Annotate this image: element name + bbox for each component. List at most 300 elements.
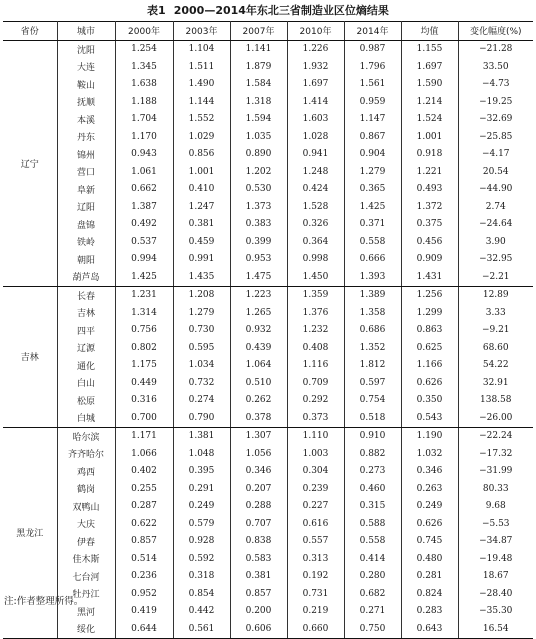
value-2010: 1.697	[287, 76, 344, 94]
table-row	[3, 216, 533, 234]
change-rate: −44.90	[458, 181, 533, 199]
city-name: 鞍山	[57, 76, 115, 94]
change-rate: −4.17	[458, 146, 533, 164]
mean-value: 0.263	[401, 480, 458, 498]
value-2014: 0.271	[344, 603, 401, 621]
value-2000: 0.537	[115, 233, 173, 251]
value-2007: 1.064	[230, 357, 287, 375]
value-2000: 1.345	[115, 58, 173, 76]
table-row	[3, 445, 533, 463]
change-rate: 12.89	[458, 286, 533, 304]
value-2014: 1.393	[344, 268, 401, 286]
city-name: 白城	[57, 409, 115, 427]
value-2007: 0.439	[230, 339, 287, 357]
province-cell: 辽宁	[3, 40, 57, 286]
header-city: 城市	[57, 22, 115, 41]
change-rate: −25.85	[458, 128, 533, 146]
value-2000: 1.387	[115, 198, 173, 216]
table-row	[3, 463, 533, 481]
table-title: 2000—2014年东北三省制造业区位熵结果	[173, 4, 389, 17]
value-2014: 0.904	[344, 146, 401, 164]
city-name: 七台河	[57, 568, 115, 586]
table-body	[3, 40, 533, 638]
value-2007: 1.202	[230, 163, 287, 181]
value-2003: 1.104	[173, 40, 230, 58]
change-rate: −4.73	[458, 76, 533, 94]
value-2007: 1.223	[230, 286, 287, 304]
value-2003: 0.274	[173, 392, 230, 410]
value-2000: 1.425	[115, 268, 173, 286]
change-rate: −31.99	[458, 463, 533, 481]
value-2007: 0.857	[230, 585, 287, 603]
value-2010: 0.731	[287, 585, 344, 603]
city-name: 抚顺	[57, 93, 115, 111]
change-rate: −34.87	[458, 533, 533, 551]
value-2010: 0.373	[287, 409, 344, 427]
value-2014: 1.352	[344, 339, 401, 357]
table-row	[3, 198, 533, 216]
value-2014: 0.750	[344, 620, 401, 638]
table-row	[3, 339, 533, 357]
value-2014: 0.460	[344, 480, 401, 498]
value-2007: 0.838	[230, 533, 287, 551]
mean-value: 1.256	[401, 286, 458, 304]
city-name: 松原	[57, 392, 115, 410]
value-2014: 0.987	[344, 40, 401, 58]
value-2003: 1.279	[173, 304, 230, 322]
value-2007: 0.207	[230, 480, 287, 498]
header-year-2010: 2010年	[287, 22, 344, 41]
value-2014: 0.666	[344, 251, 401, 269]
city-name: 葫芦岛	[57, 268, 115, 286]
mean-value: 1.190	[401, 427, 458, 445]
table-row	[3, 146, 533, 164]
change-rate: −5.53	[458, 515, 533, 533]
header-row	[3, 22, 533, 41]
mean-value: 1.155	[401, 40, 458, 58]
table-row	[3, 268, 533, 286]
mean-value: 1.524	[401, 111, 458, 129]
value-2014: 1.561	[344, 76, 401, 94]
mean-value: 1.214	[401, 93, 458, 111]
value-2014: 0.682	[344, 585, 401, 603]
header-year-2014: 2014年	[344, 22, 401, 41]
change-rate: 3.33	[458, 304, 533, 322]
table-row	[3, 286, 533, 304]
change-rate: 20.54	[458, 163, 533, 181]
mean-value: 0.824	[401, 585, 458, 603]
change-rate: −35.30	[458, 603, 533, 621]
change-rate: 32.91	[458, 374, 533, 392]
city-name: 齐齐哈尔	[57, 445, 115, 463]
value-2010: 1.528	[287, 198, 344, 216]
value-2003: 1.034	[173, 357, 230, 375]
value-2010: 1.116	[287, 357, 344, 375]
city-name: 长春	[57, 286, 115, 304]
value-2010: 1.376	[287, 304, 344, 322]
value-2007: 1.056	[230, 445, 287, 463]
change-rate: 9.68	[458, 498, 533, 516]
value-2014: 0.558	[344, 233, 401, 251]
value-2003: 1.435	[173, 268, 230, 286]
city-name: 沈阳	[57, 40, 115, 58]
value-2014: 0.558	[344, 533, 401, 551]
value-2000: 1.188	[115, 93, 173, 111]
mean-value: 0.456	[401, 233, 458, 251]
mean-value: 1.697	[401, 58, 458, 76]
city-name: 四平	[57, 322, 115, 340]
value-2010: 1.226	[287, 40, 344, 58]
city-name: 营口	[57, 163, 115, 181]
mean-value: 1.221	[401, 163, 458, 181]
value-2003: 1.247	[173, 198, 230, 216]
table-row	[3, 76, 533, 94]
city-name: 铁岭	[57, 233, 115, 251]
value-2000: 0.662	[115, 181, 173, 199]
value-2010: 1.028	[287, 128, 344, 146]
mean-value: 0.543	[401, 409, 458, 427]
mean-value: 0.863	[401, 322, 458, 340]
city-name: 双鸭山	[57, 498, 115, 516]
location-quotient-table	[3, 21, 533, 639]
value-2014: 0.910	[344, 427, 401, 445]
mean-value: 0.350	[401, 392, 458, 410]
change-rate: −17.32	[458, 445, 533, 463]
value-2010: 0.424	[287, 181, 344, 199]
mean-value: 0.493	[401, 181, 458, 199]
city-name: 大庆	[57, 515, 115, 533]
mean-value: 0.346	[401, 463, 458, 481]
value-2010: 0.304	[287, 463, 344, 481]
province-cell: 吉林	[3, 286, 57, 427]
city-name: 牡丹江	[57, 585, 115, 603]
city-name: 辽阳	[57, 198, 115, 216]
mean-value: 0.283	[401, 603, 458, 621]
mean-value: 1.590	[401, 76, 458, 94]
change-rate: −32.69	[458, 111, 533, 129]
header-province: 省份	[3, 22, 57, 41]
value-2003: 1.144	[173, 93, 230, 111]
change-rate: −19.48	[458, 550, 533, 568]
value-2007: 0.707	[230, 515, 287, 533]
value-2007: 0.583	[230, 550, 287, 568]
value-2010: 1.359	[287, 286, 344, 304]
value-2003: 0.291	[173, 480, 230, 498]
table-row	[3, 357, 533, 375]
value-2010: 0.408	[287, 339, 344, 357]
value-2000: 0.255	[115, 480, 173, 498]
value-2014: 0.959	[344, 93, 401, 111]
value-2010: 1.932	[287, 58, 344, 76]
value-2014: 0.588	[344, 515, 401, 533]
table-row	[3, 568, 533, 586]
value-2014: 0.315	[344, 498, 401, 516]
mean-value: 0.745	[401, 533, 458, 551]
value-2014: 0.371	[344, 216, 401, 234]
value-2007: 1.265	[230, 304, 287, 322]
value-2007: 0.890	[230, 146, 287, 164]
value-2003: 0.730	[173, 322, 230, 340]
mean-value: 1.299	[401, 304, 458, 322]
value-2010: 1.003	[287, 445, 344, 463]
mean-value: 1.166	[401, 357, 458, 375]
change-rate: 54.22	[458, 357, 533, 375]
value-2000: 0.644	[115, 620, 173, 638]
value-2003: 1.552	[173, 111, 230, 129]
value-2000: 0.449	[115, 374, 173, 392]
city-name: 佳木斯	[57, 550, 115, 568]
value-2010: 1.232	[287, 322, 344, 340]
value-2014: 0.597	[344, 374, 401, 392]
value-2003: 0.856	[173, 146, 230, 164]
value-2014: 1.358	[344, 304, 401, 322]
value-2014: 0.867	[344, 128, 401, 146]
table-row	[3, 550, 533, 568]
value-2003: 0.579	[173, 515, 230, 533]
change-rate: 16.54	[458, 620, 533, 638]
table-row	[3, 111, 533, 129]
table-row	[3, 93, 533, 111]
value-2010: 0.326	[287, 216, 344, 234]
value-2000: 1.254	[115, 40, 173, 58]
value-2010: 1.110	[287, 427, 344, 445]
table-row	[3, 128, 533, 146]
mean-value: 0.909	[401, 251, 458, 269]
header-year-2007: 2007年	[230, 22, 287, 41]
header-year-2003: 2003年	[173, 22, 230, 41]
change-rate: −22.24	[458, 427, 533, 445]
value-2014: 1.796	[344, 58, 401, 76]
value-2010: 0.557	[287, 533, 344, 551]
value-2007: 1.141	[230, 40, 287, 58]
change-rate: 3.90	[458, 233, 533, 251]
table-row	[3, 58, 533, 76]
table-row	[3, 620, 533, 638]
value-2000: 0.756	[115, 322, 173, 340]
header-year-2000: 2000年	[115, 22, 173, 41]
value-2014: 1.812	[344, 357, 401, 375]
value-2003: 0.395	[173, 463, 230, 481]
header-mean: 均值	[401, 22, 458, 41]
city-name: 阜新	[57, 181, 115, 199]
value-2000: 0.857	[115, 533, 173, 551]
table-row	[3, 40, 533, 58]
value-2007: 1.373	[230, 198, 287, 216]
value-2010: 0.709	[287, 374, 344, 392]
city-name: 绥化	[57, 620, 115, 638]
table-row	[3, 251, 533, 269]
value-2007: 0.288	[230, 498, 287, 516]
table-row	[3, 181, 533, 199]
value-2010: 0.998	[287, 251, 344, 269]
value-2007: 1.475	[230, 268, 287, 286]
value-2007: 0.606	[230, 620, 287, 638]
change-rate: 80.33	[458, 480, 533, 498]
value-2003: 1.381	[173, 427, 230, 445]
change-rate: −21.28	[458, 40, 533, 58]
value-2007: 0.378	[230, 409, 287, 427]
value-2000: 0.952	[115, 585, 173, 603]
value-2014: 0.882	[344, 445, 401, 463]
value-2003: 1.511	[173, 58, 230, 76]
change-rate: −28.40	[458, 585, 533, 603]
value-2000: 0.236	[115, 568, 173, 586]
value-2010: 0.239	[287, 480, 344, 498]
table-row	[3, 304, 533, 322]
change-rate: −9.21	[458, 322, 533, 340]
city-name: 鹤岗	[57, 480, 115, 498]
value-2007: 0.953	[230, 251, 287, 269]
city-name: 鸡西	[57, 463, 115, 481]
value-2010: 0.219	[287, 603, 344, 621]
mean-value: 0.918	[401, 146, 458, 164]
value-2000: 0.622	[115, 515, 173, 533]
value-2010: 0.660	[287, 620, 344, 638]
change-rate: −32.95	[458, 251, 533, 269]
value-2010: 1.248	[287, 163, 344, 181]
value-2007: 0.932	[230, 322, 287, 340]
change-rate: −2.21	[458, 268, 533, 286]
table-row	[3, 392, 533, 410]
value-2003: 0.928	[173, 533, 230, 551]
value-2003: 0.561	[173, 620, 230, 638]
value-2007: 0.200	[230, 603, 287, 621]
value-2010: 0.364	[287, 233, 344, 251]
value-2014: 0.414	[344, 550, 401, 568]
value-2014: 1.147	[344, 111, 401, 129]
value-2003: 0.318	[173, 568, 230, 586]
value-2007: 1.318	[230, 93, 287, 111]
value-2003: 0.442	[173, 603, 230, 621]
value-2007: 1.594	[230, 111, 287, 129]
change-rate: 2.74	[458, 198, 533, 216]
table-note: 注:作者整理所得。	[4, 596, 84, 607]
city-name: 锦州	[57, 146, 115, 164]
value-2010: 0.313	[287, 550, 344, 568]
value-2007: 1.307	[230, 427, 287, 445]
value-2003: 0.459	[173, 233, 230, 251]
mean-value: 0.249	[401, 498, 458, 516]
value-2003: 0.595	[173, 339, 230, 357]
value-2000: 0.402	[115, 463, 173, 481]
value-2003: 1.001	[173, 163, 230, 181]
table-row	[3, 322, 533, 340]
change-rate: 18.67	[458, 568, 533, 586]
value-2000: 1.314	[115, 304, 173, 322]
province-cell: 黑龙江	[3, 427, 57, 638]
mean-value: 0.643	[401, 620, 458, 638]
value-2010: 1.450	[287, 268, 344, 286]
city-name: 黑河	[57, 603, 115, 621]
value-2007: 0.383	[230, 216, 287, 234]
value-2003: 0.410	[173, 181, 230, 199]
value-2010: 0.616	[287, 515, 344, 533]
table-caption	[0, 4, 536, 18]
change-rate: 33.50	[458, 58, 533, 76]
value-2000: 0.419	[115, 603, 173, 621]
table-row	[3, 498, 533, 516]
value-2000: 0.802	[115, 339, 173, 357]
city-name: 白山	[57, 374, 115, 392]
mean-value: 0.375	[401, 216, 458, 234]
value-2003: 0.991	[173, 251, 230, 269]
mean-value: 0.626	[401, 374, 458, 392]
city-name: 朝阳	[57, 251, 115, 269]
table-row	[3, 163, 533, 181]
value-2010: 0.292	[287, 392, 344, 410]
change-rate: −24.64	[458, 216, 533, 234]
table-row	[3, 533, 533, 551]
change-rate: 68.60	[458, 339, 533, 357]
value-2000: 0.700	[115, 409, 173, 427]
value-2010: 1.603	[287, 111, 344, 129]
value-2003: 1.029	[173, 128, 230, 146]
value-2000: 1.638	[115, 76, 173, 94]
value-2007: 0.510	[230, 374, 287, 392]
value-2003: 0.790	[173, 409, 230, 427]
value-2007: 0.530	[230, 181, 287, 199]
table-row	[3, 427, 533, 445]
header-change-rate: 变化幅度(%)	[458, 22, 533, 41]
city-name: 盘锦	[57, 216, 115, 234]
value-2007: 1.035	[230, 128, 287, 146]
city-name: 丹东	[57, 128, 115, 146]
value-2003: 0.854	[173, 585, 230, 603]
table-row	[3, 374, 533, 392]
value-2014: 0.518	[344, 409, 401, 427]
mean-value: 0.625	[401, 339, 458, 357]
value-2000: 0.514	[115, 550, 173, 568]
value-2003: 0.592	[173, 550, 230, 568]
value-2000: 1.171	[115, 427, 173, 445]
value-2000: 0.943	[115, 146, 173, 164]
value-2007: 0.346	[230, 463, 287, 481]
mean-value: 1.431	[401, 268, 458, 286]
value-2010: 1.414	[287, 93, 344, 111]
mean-value: 1.032	[401, 445, 458, 463]
city-name: 伊春	[57, 533, 115, 551]
value-2007: 0.399	[230, 233, 287, 251]
value-2000: 0.287	[115, 498, 173, 516]
value-2000: 1.061	[115, 163, 173, 181]
city-name: 吉林	[57, 304, 115, 322]
value-2000: 0.994	[115, 251, 173, 269]
change-rate: −19.25	[458, 93, 533, 111]
mean-value: 1.372	[401, 198, 458, 216]
value-2014: 0.754	[344, 392, 401, 410]
value-2007: 0.381	[230, 568, 287, 586]
city-name: 哈尔滨	[57, 427, 115, 445]
value-2000: 0.492	[115, 216, 173, 234]
city-name: 大连	[57, 58, 115, 76]
value-2014: 0.273	[344, 463, 401, 481]
value-2014: 1.425	[344, 198, 401, 216]
city-name: 通化	[57, 357, 115, 375]
value-2007: 1.584	[230, 76, 287, 94]
value-2000: 1.066	[115, 445, 173, 463]
value-2003: 1.208	[173, 286, 230, 304]
value-2010: 0.192	[287, 568, 344, 586]
value-2000: 0.316	[115, 392, 173, 410]
value-2014: 0.280	[344, 568, 401, 586]
table-number: 表1	[147, 4, 166, 17]
value-2003: 1.048	[173, 445, 230, 463]
value-2014: 0.686	[344, 322, 401, 340]
value-2007: 0.262	[230, 392, 287, 410]
city-name: 辽源	[57, 339, 115, 357]
value-2000: 1.231	[115, 286, 173, 304]
table-row	[3, 480, 533, 498]
